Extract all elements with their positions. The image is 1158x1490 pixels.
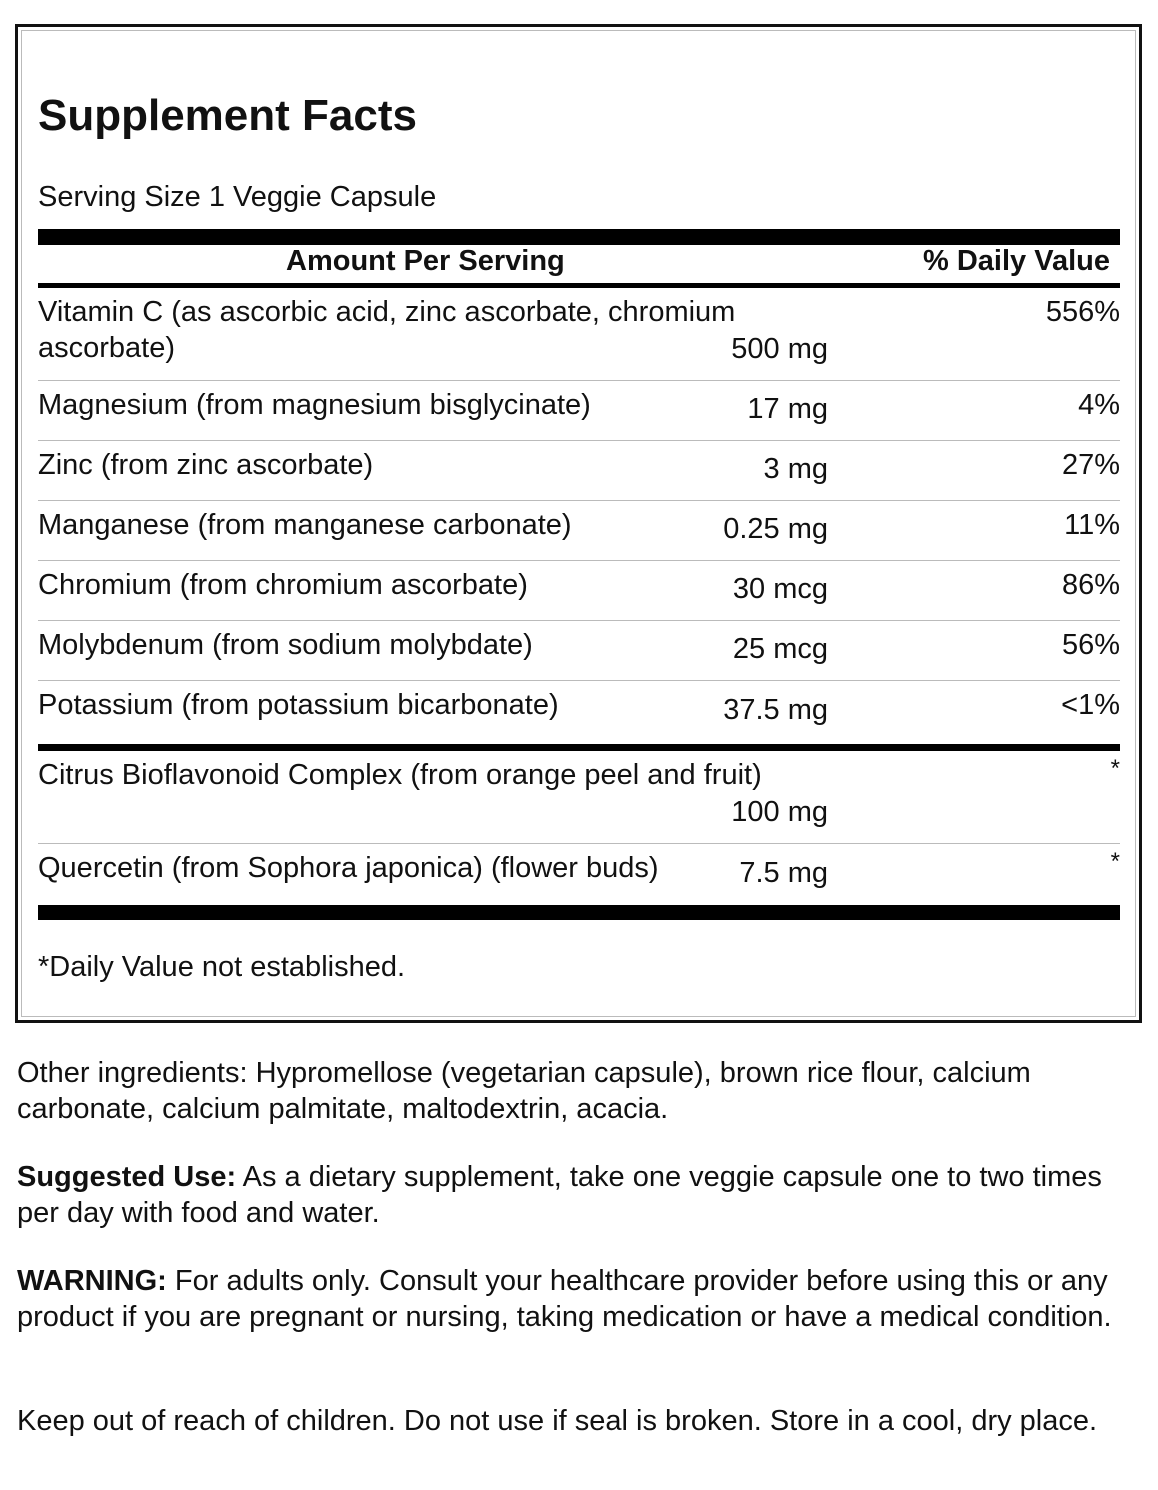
daily-value-header: % Daily Value — [923, 245, 1110, 277]
table-header — [38, 245, 1120, 281]
table-row — [38, 441, 1120, 501]
divider-medium — [38, 283, 1120, 288]
ingredient-dv: * — [1110, 848, 1120, 875]
nutrient-dv: 556% — [1045, 296, 1120, 328]
nutrient-amount: 30 mcg — [732, 573, 828, 605]
nutrient-rows — [38, 288, 1120, 741]
panel-title: Supplement Facts — [38, 91, 417, 140]
table-row — [38, 681, 1120, 741]
suggested-use-label: Suggested Use: — [17, 1161, 237, 1193]
divider-medium — [38, 744, 1120, 751]
nutrient-amount: 17 mg — [747, 393, 828, 425]
nutrient-amount: 500 mg — [731, 333, 828, 365]
nutrient-amount: 25 mcg — [732, 633, 828, 665]
nutrient-name: Molybdenum (from sodium molybdate) — [38, 629, 533, 661]
amount-per-serving-header: Amount Per Serving — [286, 245, 565, 277]
nutrient-dv: 86% — [1061, 569, 1120, 601]
nutrient-amount: 0.25 mg — [723, 513, 828, 545]
nutrient-name: Magnesium (from magnesium bisglycinate) — [38, 389, 591, 421]
table-row — [38, 621, 1120, 681]
ingredient-amount: 7.5 mg — [739, 857, 828, 889]
divider-thick — [38, 905, 1120, 920]
other-rows — [38, 751, 1120, 904]
table-row — [38, 501, 1120, 561]
ingredient-name: Citrus Bioflavonoid Complex (from orange peel and fruit) — [38, 759, 762, 791]
warning-text: For adults only. Consult your healthcare provider before using this or any product if you are pregnant or nursing, taking medication or have a medical condition. — [17, 1265, 1112, 1333]
nutrient-amount: 37.5 mg — [723, 694, 828, 726]
nutrient-dv: 4% — [1078, 389, 1120, 421]
nutrient-name: Potassium (from potassium bicarbonate) — [38, 689, 559, 721]
nutrient-name: Chromium (from chromium ascorbate) — [38, 569, 528, 601]
warning-label: WARNING: — [17, 1265, 167, 1297]
nutrient-dv: <1% — [1061, 689, 1120, 721]
ingredient-amount: 100 mg — [731, 796, 828, 828]
divider-thick — [38, 229, 1120, 245]
footnote: *Daily Value not established. — [38, 951, 406, 983]
table-row — [38, 288, 1120, 381]
nutrient-amount: 3 mg — [763, 453, 828, 485]
nutrient-dv: 11% — [1064, 509, 1120, 541]
nutrient-dv: 56% — [1061, 629, 1120, 661]
table-row — [38, 381, 1120, 441]
storage-instructions: Keep out of reach of children. Do not use if seal is broken. Store in a cool, dry place. — [17, 1405, 1098, 1437]
table-row — [38, 561, 1120, 621]
warning — [17, 1263, 1142, 1335]
ingredient-dv: * — [1110, 755, 1120, 782]
nutrient-name: Manganese (from manganese carbonate) — [38, 509, 572, 541]
serving-size: Serving Size 1 Veggie Capsule — [38, 181, 437, 213]
table-row — [38, 844, 1120, 904]
nutrient-name: Zinc (from zinc ascorbate) — [38, 449, 374, 481]
supplement-facts-panel — [15, 24, 1142, 1023]
other-ingredients: Other ingredients: Hypromellose (vegetarian capsule), brown rice flour, calcium carbonate, calcium palmitate, maltodextrin, acacia. — [17, 1057, 1031, 1125]
nutrient-name: Vitamin C (as ascorbic acid, zinc ascorbate, chromium ascorbate) — [38, 296, 736, 364]
suggested-use — [17, 1159, 1142, 1231]
ingredient-name: Quercetin (from Sophora japonica) (flower buds) — [38, 852, 659, 884]
table-row — [38, 751, 1120, 844]
nutrient-dv: 27% — [1061, 449, 1120, 481]
suggested-use-text: As a dietary supplement, take one veggie capsule one to two times per day with food and water. — [17, 1161, 1102, 1229]
